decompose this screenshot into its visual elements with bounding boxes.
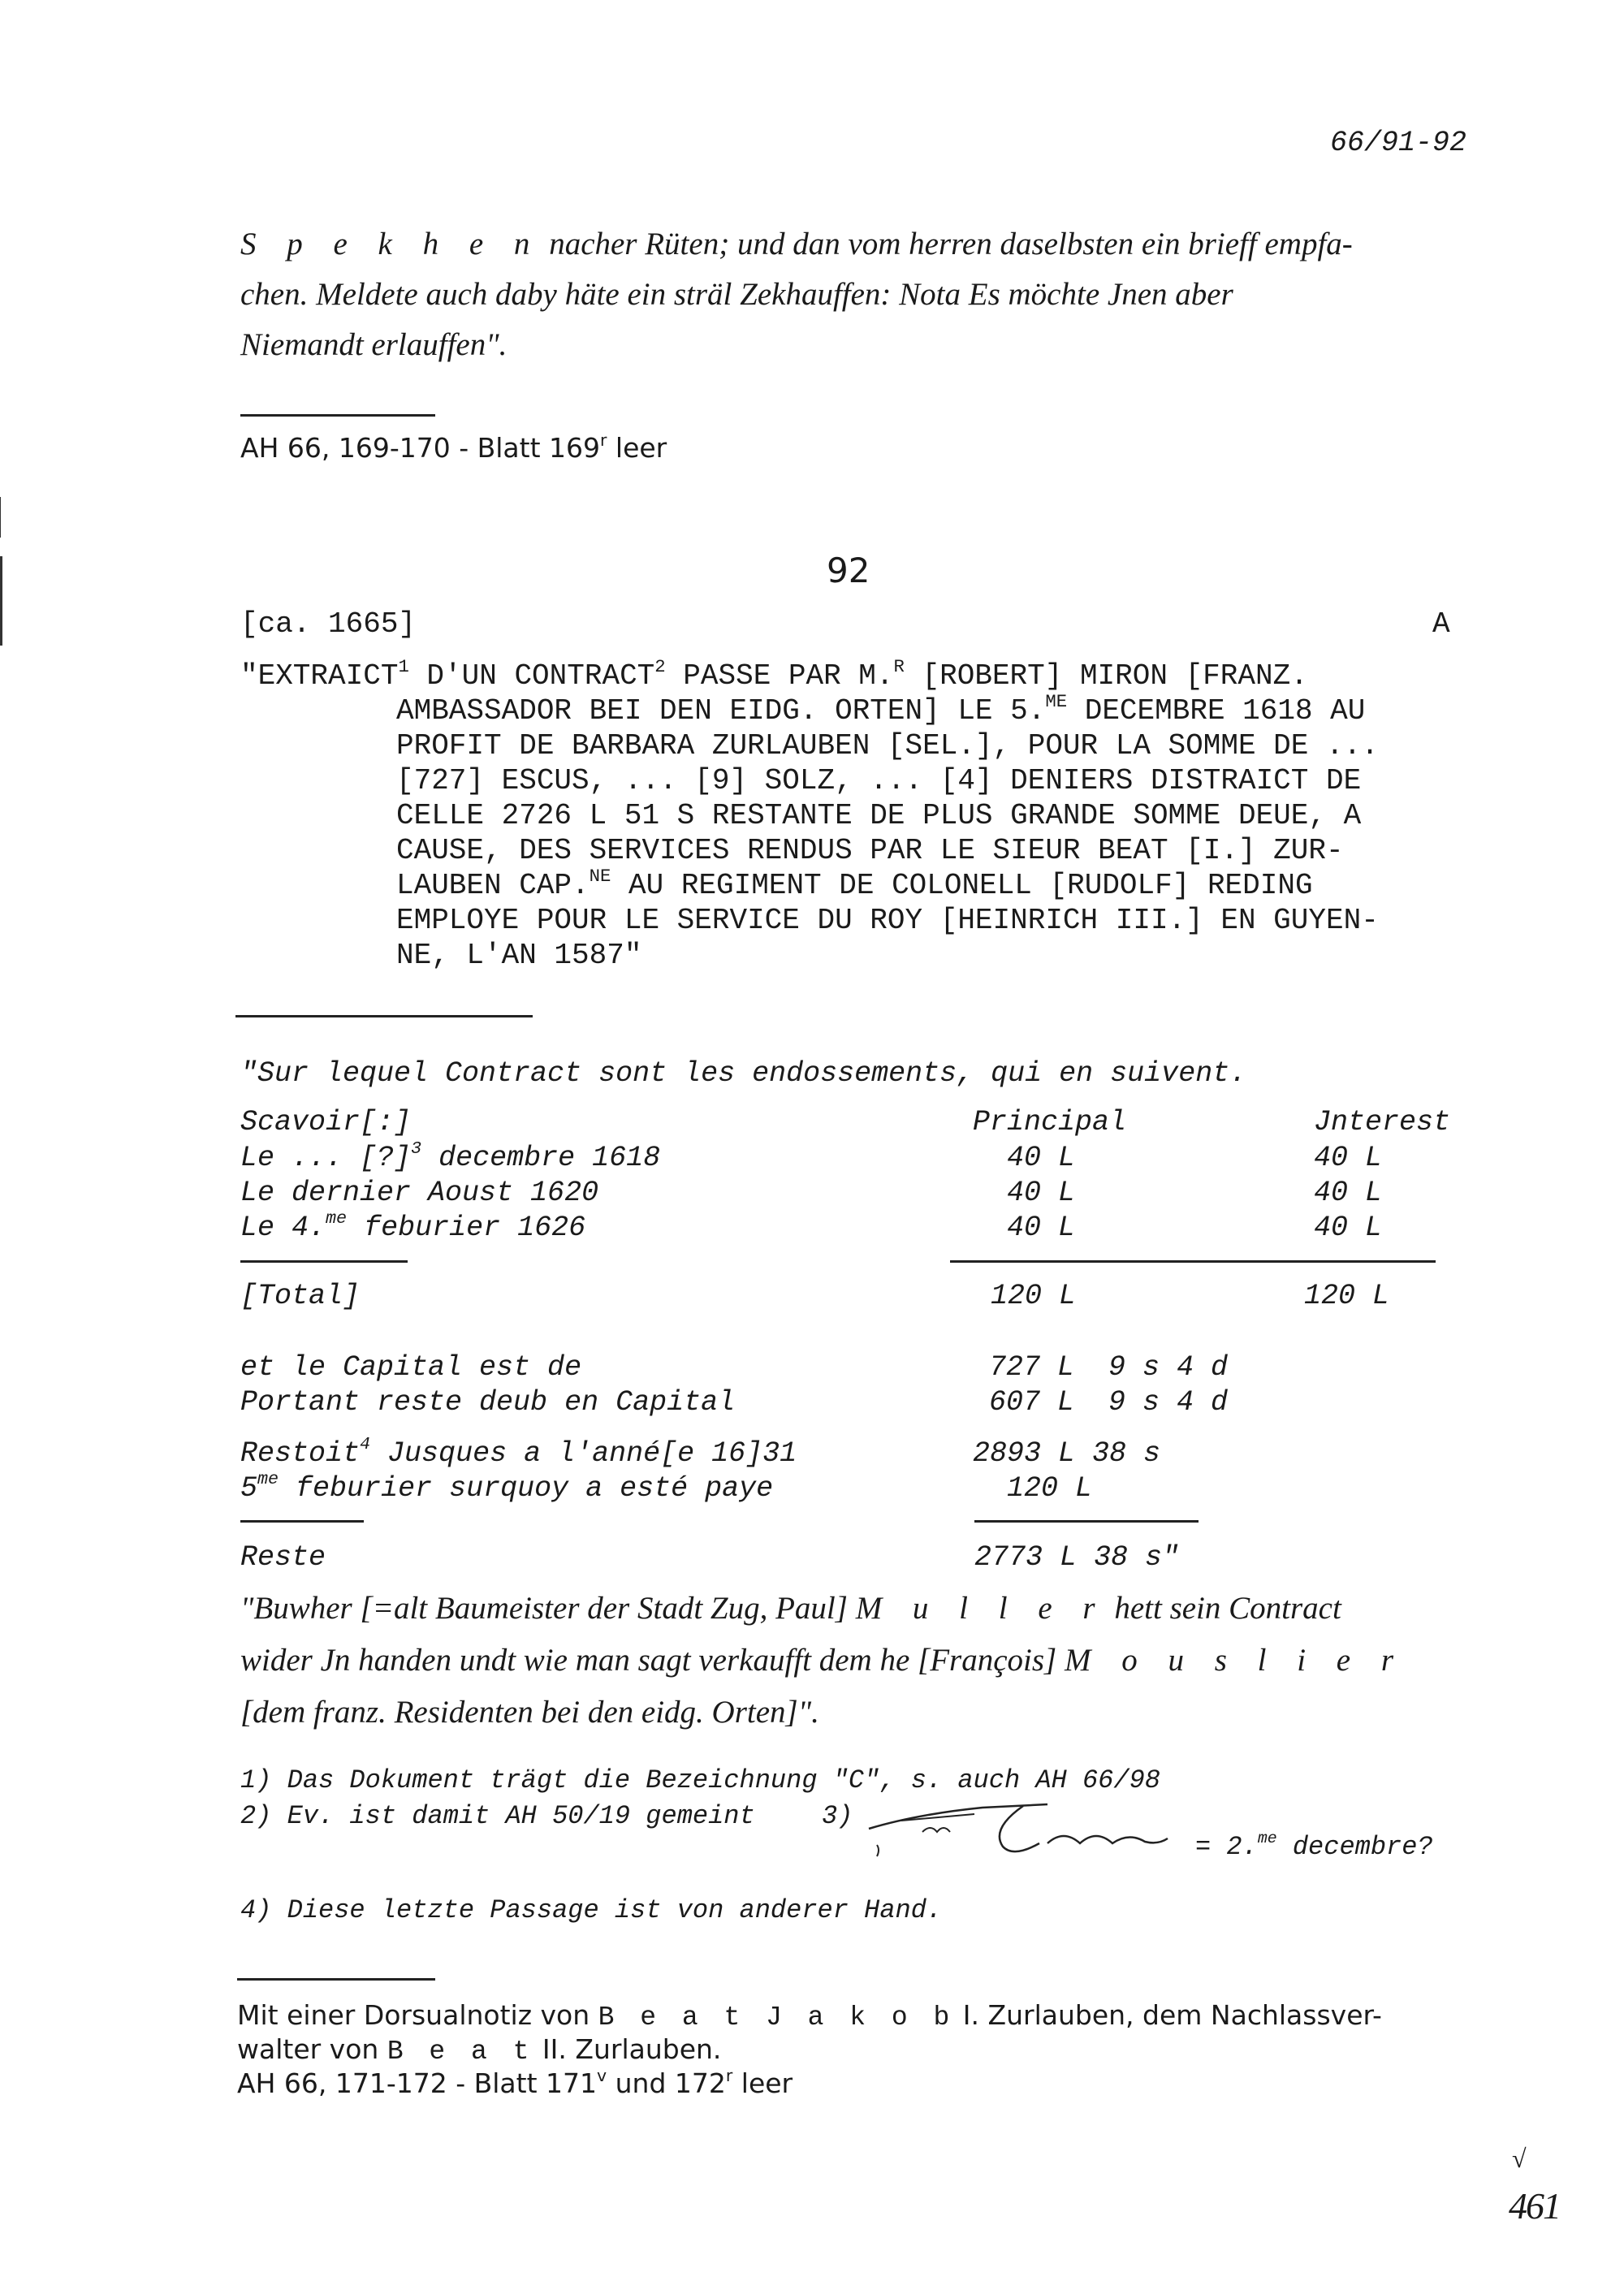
title-line: EMPLOYE POUR LE SERVICE DU ROY [HEINRICH III.] EN GUYEN- [396,904,1379,937]
document-number: 92 [827,551,870,590]
note-line-3: [dem franz. Residenten bei den eidg. Orten]". [240,1695,819,1730]
ledger-row-label: Le 4.$^{me}$ feburier 1626 [240,1208,586,1244]
title-line: [727] ESCUS, ... [9] SOLZ, ... [4] DENIERS DISTRAICT DE [396,764,1362,797]
dorsal-line-2: walter von B e a t II. Zurlauben. [237,2033,722,2067]
footnote-3-equivalent: = 2.$^{me}$ decembre? [1195,1829,1433,1862]
title-line: NE, L'AN 1587" [396,939,642,972]
ledger-row-interest: 40 L [1314,1212,1383,1244]
page-reference: 66/91-92 [1330,127,1467,159]
title-line: AMBASSADOR BEI DEN EIDG. ORTEN] LE 5.$^{ME}$ DECEMBRE 1618 AU [396,690,1366,728]
ledger-scavoir: Scavoir[:] [240,1106,412,1138]
source-note: AH 66, 169-170 - Blatt 169$^r$ leer [240,430,667,464]
document-letter: A [1432,607,1450,641]
ledger-row-principal: 40 L [1007,1142,1076,1174]
divider [240,414,435,417]
total-label: [Total] [240,1280,361,1312]
footnote-3-number: 3) [822,1801,853,1831]
col-header-principal: Principal [973,1106,1127,1138]
page-mark-number: 461 [1509,2185,1560,2227]
title-line: CAUSE, DES SERVICES RENDUS PAR LE SIEUR BEAT [I.] ZUR- [396,834,1344,867]
portant-label: Portant reste deub en Capital [240,1386,736,1419]
title-line: PROFIT DE BARBARA ZURLAUBEN [SEL.], POUR LA SOMME DE ... [396,729,1379,762]
col-header-interest: Jnterest [1314,1106,1451,1138]
document-date: [ca. 1665] [240,607,417,641]
total-interest: 120 L [1304,1280,1390,1312]
ledger-row-principal: 40 L [1007,1212,1076,1244]
capital-value: 727 L 9 s 4 d [989,1351,1229,1384]
ledger-row-label: Le ... [?]$^3$ decembre 1618 [240,1138,661,1174]
ledger-row-principal: 40 L [1007,1177,1076,1209]
footnote-2: 2) Ev. ist damit AH 50/19 gemeint [240,1801,755,1831]
title-line: LAUBEN CAP.$^{NE}$ AU REGIMENT DE COLONELL [RUDOLF] REDING [396,865,1313,902]
quote-line-2: chen. Meldete auch daby häte ein sträl Zekhauffen: Nota Es möchte Jnen aber [240,277,1233,312]
scan-edge-mark [0,556,2,646]
ledger-row-label: Le dernier Aoust 1620 [240,1177,599,1209]
restoit-label: Restoit$^4$ Jusques a l'anné[e 16]31 [240,1434,797,1470]
dorsal-line-3: AH 66, 171-172 - Blatt 171$^v$ und 172$^r$ leer [237,2065,793,2099]
divider [235,1015,533,1017]
reste-label: Reste [240,1541,326,1574]
portant-value: 607 L 9 s 4 d [989,1386,1229,1419]
title-line: CELLE 2726 L 51 S RESTANTE DE PLUS GRANDE SOMME DEUE, A [396,799,1362,832]
divider [950,1260,1436,1263]
feburier-label: $5^{me}$ feburier surquoy a esté paye [240,1469,774,1505]
ledger-row-interest: 40 L [1314,1142,1383,1174]
title-line: "EXTRAICT$^1$ D'UN CONTRACT$^2$ PASSE PAR M.$^R$ [ROBERT] MIRON [FRANZ. [240,655,1308,693]
ledger-row-interest: 40 L [1314,1177,1383,1209]
divider [240,1260,408,1263]
scan-edge-mark [0,497,1,538]
divider [240,1520,364,1523]
feburier-value: 120 L [1007,1472,1093,1505]
divider [237,1978,435,1981]
reste-value: 2773 L 38 s" [974,1541,1180,1574]
divider [974,1520,1199,1523]
ledger-intro: "Sur lequel Contract sont les endossements, qui en suivent. [240,1057,1247,1090]
quote-line-3: Niemandt erlauffen". [240,327,508,362]
restoit-value: 2893 L 38 s [973,1437,1161,1470]
total-principal: 120 L [991,1280,1077,1312]
dorsal-line-1: Mit einer Dorsualnotiz von B e a t J a k o b I. Zurlauben, dem Nachlassver- [237,1999,1382,2033]
note-line-2: wider Jn handen undt wie man sagt verkaufft dem he [François] M o u s l i e r [240,1643,1406,1678]
page-mark-check: √ [1512,2144,1527,2173]
handwritten-decembre [853,1796,1194,1869]
quote-line-1: S p e k h e n nacher Rüten; und dan vom herren daselbsten ein brieff empfa- [240,227,1353,261]
note-line-1: "Buwher [=alt Baumeister der Stadt Zug, Paul] M u l l e r hett sein Contract [240,1591,1341,1626]
capital-label: et le Capital est de [240,1351,582,1384]
footnote-4: 4) Diese letzte Passage ist von anderer Hand. [240,1895,943,1925]
footnote-1: 1) Das Dokument trägt die Bezeichnung "C", s. auch AH 66/98 [240,1765,1160,1795]
